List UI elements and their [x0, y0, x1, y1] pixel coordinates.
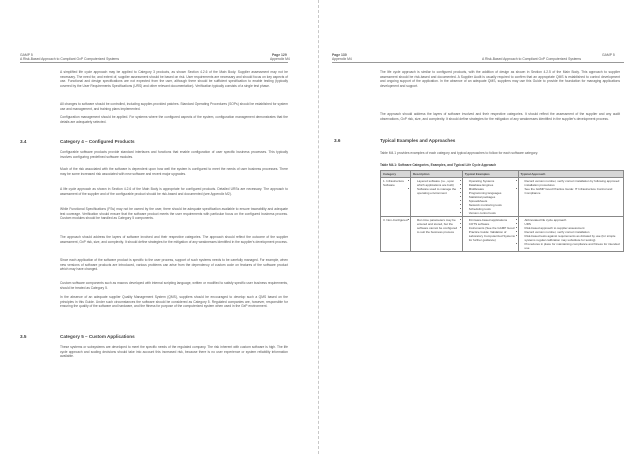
header-appendix: Appendix M4	[270, 57, 290, 61]
header-org: GAMP 5	[20, 53, 33, 57]
description-cell	[410, 178, 462, 217]
description-cell	[410, 217, 462, 252]
list-item: • Middleware	[469, 187, 516, 191]
list-item: • Network monitoring tools	[469, 203, 516, 207]
list-item: • Run time parameters may be entered and stored, but the software cannot be configured to suit the business process	[417, 218, 460, 234]
section-paragraph: While Functional Specifications (FSs) may not be owned by the user, there should be adequate specification available to ensure traceability and adequate test coverage. Verification should ensure that the software product meets the user requirements with particular focus on the configured business process. Custom modules should be handled as Category 5 components.	[60, 207, 288, 221]
software-categories-table	[380, 170, 624, 252]
table-header-cell: Description	[410, 171, 462, 178]
list-item: • Spreadsheets	[469, 199, 516, 203]
intro-paragraph: The approach should address the layers of software involved and their respective categories. It should reflect the assessment of the supplier and any audit observations, GxP risk, size, and complexity. It should define strategies for the mitigation of any weaknesses identified in the supplier's development process.	[380, 112, 620, 121]
category-cell: 3. Non-Configured	[381, 217, 411, 252]
list-item: • Record version number, verify correct installation	[525, 230, 621, 234]
intro-paragraph: A simplified life cycle approach may be applied to Category 3 products, as shown Section 4.2.6 of the Main Body. Supplier assessment may not be necessary. The need for, and extent of, supplier assessment should be based on risk. User requirements are necessary and should focus on key aspects of use. Functional and design specifications are not expected from the user, although there should be sufficient specification to enable testing (typically covered by the User Requirements Specifications (URS) and other relevant documentation). Verification typically consists of a single test phase.	[60, 70, 288, 88]
list-item: • Operating Systems	[469, 179, 516, 183]
header-subtitle: A Risk-Based Approach to Compliant GxP Computerized Systems	[482, 57, 582, 61]
list-item: • Programming languages	[469, 191, 516, 195]
list-item: • Statistical packages	[469, 195, 516, 199]
page-fold-divider	[318, 0, 319, 454]
header-rule	[332, 62, 624, 63]
intro-paragraph: The life cycle approach is similar to configured products, with the addition of design as shown in Section 4.2.5 of the Main Body. This approach to supplier assessment should be risk-based and documented. A Supplier Audit is usually required to confirm that an appropriate QMS is established to control development and ongoing support of the application. In the absence of an adequate QMS, suppliers may use this Guide to provide the foundation for managing applications development and support.	[380, 70, 620, 88]
header-org: GAMP 5	[602, 53, 615, 57]
section-paragraph: These systems or subsystems are developed to meet the specific needs of the regulated company. The risk inherent with custom software is high. The life cycle approach and scaling decisions should take into account this increased risk, because there is no user experience or system reliability information available.	[60, 345, 288, 359]
list-item: • COTS software	[469, 222, 516, 226]
category-cell: 1. Infrastructure Software	[381, 178, 411, 217]
section-paragraph: The approach should address the layers of software involved and their respective categories. The approach should reflect the outcome of the supplier assessment, GxP risk, size, and complexity. It should define strategies for the mitigation of any weaknesses identified in the supplier's development process.	[60, 235, 288, 244]
list-item: • Database Engines	[469, 183, 516, 187]
section-paragraph: Since each application of the software product is specific to the user process, support of such systems needs to be carefully managed. For example, when new versions of software products are introduced, various problems can arise from the dependency of custom code on features of the software product which may have changed.	[60, 258, 288, 272]
list-item: • Firmware-based applications	[469, 218, 516, 222]
section-title: Category 4 – Configured Products	[60, 139, 135, 144]
list-item: • Risk-based approach to supplier assessment	[525, 226, 621, 230]
right-page	[320, 0, 638, 454]
table-header-cell: Category	[381, 171, 411, 178]
list-item: • Record version number, verify correct installation by following approved installation procedures	[525, 179, 621, 187]
list-item: • Scheduling tools	[469, 207, 516, 211]
intro-paragraph: All changes to software should be controlled, including supplier-provided patches. Standard Operating Procedures (SOPs) should be established for system use and management, and training plans implemented.	[60, 102, 288, 111]
section-title: Typical Examples and Approaches	[380, 138, 456, 143]
list-item: • See the GAMP Good Practice Guide: IT Infrastructure Control and Compliance	[525, 187, 621, 195]
section-paragraph: In the absence of an adequate supplier Quality Management System (QMS), suppliers should be encouraged to develop such a QMS based on the principles in this Guide. Under such circumstances the software should be considered as Category 5. Regulated companies are, however, responsible for ensuring the quality of the software and hardware, and the fitness for purpose of the computerized system when used in the GxP environment.	[60, 295, 288, 309]
left-page	[0, 0, 318, 454]
examples-cell	[462, 178, 518, 217]
section-paragraph: Custom software components such as macros developed with internal scripting language, written or modified to satisfy specific user business requirements, should be treated as Category 5.	[60, 281, 288, 290]
approach-cell	[518, 178, 623, 217]
header-rule	[20, 62, 288, 63]
table-caption: Table M4.1: Software Categories, Examples, and Typical Life Cycle Approach	[380, 163, 497, 167]
header-page-number: Page 129	[272, 53, 287, 57]
section-paragraph: A life cycle approach as shown in Section 4.2.6 of the Main Body is appropriate for configured products. Detailed URSs are necessary. The approach to assessment of the supplier and of the configurable product should be risk-based and documented (see Appendix M2).	[60, 187, 288, 196]
section-paragraph: Much of the risk associated with the software is dependent upon how well the system is configured to meet the needs of user business processes. There may be some increased risk associated with new software and recent major upgrades.	[60, 167, 288, 176]
list-item: • Procedures in place for maintaining compliance and fitness for intended use	[525, 242, 621, 250]
table-header-cell: Typical Examples	[462, 171, 518, 178]
section-number: 3.6	[334, 138, 341, 143]
header-appendix: Appendix M4	[332, 57, 352, 61]
section-paragraph: Table M4.1 provides examples of each category and typical approaches to follow for each software category.	[380, 151, 539, 155]
list-item: • Layered software (i.e., upon which applications are built)	[417, 179, 460, 187]
section-title: Category 5 – Custom Applications	[60, 334, 135, 339]
intro-paragraph: Configuration management should be applied. For systems where the configured aspects of the system, configuration management demonstrates that the details are adequately selected.	[60, 115, 288, 124]
examples-cell	[462, 217, 518, 252]
table-row	[381, 178, 624, 217]
list-item: • Version control tools	[469, 211, 516, 215]
table-row	[381, 217, 624, 252]
header-subtitle: A Risk-Based Approach to Compliant GxP Computerized Systems	[20, 57, 120, 61]
table-header-cell: Typical Approach	[518, 171, 623, 178]
list-item: • Risk-based tests against requirements as dictated by use (for simple systems regular calibration may substitute for testing)	[525, 234, 621, 242]
approach-cell	[518, 217, 623, 252]
list-item: • Abbreviated life cycle approach	[525, 218, 621, 222]
section-number: 3.4	[20, 139, 27, 144]
list-item: • Software used to manage the operating environment	[417, 187, 460, 195]
list-item: • Instruments (See the GAMP Good Practice Guide: Validation of Laboratory Computerized Systems for further guidance)	[469, 226, 516, 242]
section-number: 3.5	[20, 334, 27, 339]
section-paragraph: Configurable software products provide standard interfaces and functions that enable configuration of user specific business processes. This typically involves configuring predefined software modules.	[60, 150, 288, 159]
header-page-number: Page 130	[332, 53, 347, 57]
list-item: • URS	[525, 222, 621, 226]
table-header-row	[381, 171, 624, 178]
